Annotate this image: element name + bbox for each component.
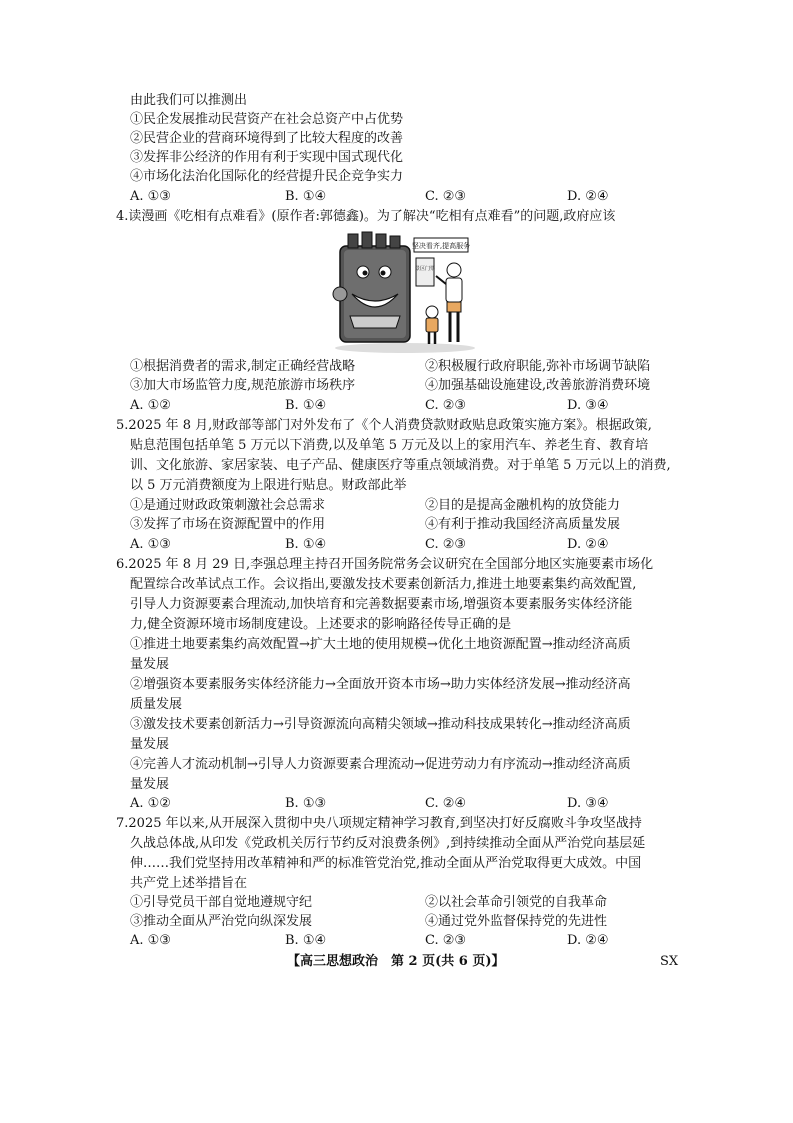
q7-line-3: 伸……我们党坚持用改革精神和严的标准管党治党,推动全面从严治党取得更大成效。中国: [130, 856, 642, 871]
q5-option-c: C. ②③: [425, 537, 467, 552]
q3-item-2: ②民营企业的营商环境得到了比较大程度的改善: [130, 131, 404, 146]
q7-option-d: D. ②④: [567, 933, 609, 948]
q3-option-b: B. ①④: [285, 189, 327, 204]
q7-item-4: ④通过党外监督保持党的先进性: [425, 914, 608, 929]
cartoon-sign-text: 坚决看齐,提高服务: [411, 242, 471, 250]
q6-option-b: B. ①③: [285, 796, 327, 811]
q4-stem: 4.读漫画《吃相有点难看》(原作者:郭德鑫)。为了解决“吃相有点难看”的问题,政府应该: [116, 209, 616, 224]
q5-item-1: ①是通过财政政策刺激社会总需求: [130, 498, 326, 513]
q4-item-2: ②积极履行政府职能,弥补市场调节缺陷: [425, 359, 651, 374]
q6-line-1: 6.2025 年 8 月 29 日,李强总理主持召开国务院常务会议研究在全国部分地区实施要素市场化: [116, 557, 654, 572]
q6-item-1-cont: 量发展: [130, 657, 170, 672]
q6-option-c: C. ②④: [425, 796, 467, 811]
q7-line-2: 久战总体战,从印发《党政机关厉行节约反对浪费条例》,到持续推动全面从严治党向基层延: [130, 836, 646, 851]
q6-line-2: 配置综合改革试点工作。会议指出,要激发技术要素创新活力,推进土地要素集约高效配置,: [130, 577, 637, 592]
q3-option-d: D. ②④: [567, 189, 609, 204]
q3-lead: 由此我们可以推测出: [130, 93, 248, 108]
footer-page-info: 【高三思想政治 第 2 页(共 6 页)】: [287, 954, 505, 969]
q7-item-1: ①引导党员干部自觉地遵规守纪: [130, 895, 313, 910]
q6-item-4-cont: 量发展: [130, 777, 170, 792]
q5-item-2: ②目的是提高金融机构的放贷能力: [425, 498, 621, 513]
q3-option-c: C. ②③: [425, 189, 467, 204]
q6-option-d: D. ③④: [567, 796, 609, 811]
q5-line-1: 5.2025 年 8 月,财政部等部门对外发布了《个人消费贷款财政贴息政策实施方案》。根据政策,: [116, 418, 652, 433]
q4-item-1: ①根据消费者的需求,制定正确经营战略: [130, 359, 356, 374]
q6-item-2: ②增强资本要素服务实体经济能力→全面放开资本市场→助力实体经济发展→推动经济高: [130, 677, 631, 692]
cartoon-icon: [330, 224, 480, 354]
q7-line-1: 7.2025 年以来,从开展深入贯彻中央八项规定精神学习教育,到坚决打好反腐败斗争攻坚战持: [116, 816, 642, 831]
q6-option-a: A. ①②: [130, 796, 171, 811]
q6-item-3-cont: 量发展: [130, 737, 170, 752]
q4-option-c: C. ②③: [425, 398, 467, 413]
q3-option-a: A. ①③: [130, 189, 171, 204]
q5-item-3: ③发挥了市场在资源配置中的作用: [130, 517, 326, 532]
q5-line-3: 训、文化旅游、家居家装、电子产品、健康医疗等重点领域消费。对于单笔 5 万元以上的消费,: [130, 458, 671, 473]
q4-option-a: A. ①②: [130, 398, 171, 413]
q4-option-b: B. ①④: [285, 398, 327, 413]
q5-option-d: D. ②④: [567, 537, 609, 552]
q5-line-4: 以 5 万元消费额度为上限进行贴息。财政部此举: [130, 478, 407, 493]
q5-option-a: A. ①③: [130, 537, 171, 552]
q7-line-4: 共产党上述举措旨在: [130, 876, 248, 891]
q6-item-4: ④完善人才流动机制→引导人力资源要素合理流动→促进劳动力有序流动→推动经济高质: [130, 757, 631, 772]
q5-line-2: 贴息范围包括单笔 5 万元以下消费,以及单笔 5 万元及以上的家用汽车、养老生育、教育培: [130, 438, 649, 453]
q3-item-4: ④市场化法治化国际化的经营提升民企竞争实力: [130, 169, 404, 184]
q6-line-4: 力,健全资源环境市场制度建设。上述要求的影响路径传导正确的是: [130, 617, 512, 632]
q6-line-3: 引导人力资源要素合理流动,加快培育和完善数据要素市场,增强资本要素服务实体经济能: [130, 597, 633, 612]
q7-option-c: C. ②③: [425, 933, 467, 948]
q4-option-d: D. ③④: [567, 398, 609, 413]
q7-item-2: ②以社会革命引领党的自我革命: [425, 895, 608, 910]
q5-option-b: B. ①④: [285, 537, 327, 552]
q3-item-3: ③发挥非公经济的作用有利于实现中国式现代化: [130, 150, 404, 165]
q6-item-1: ①推进土地要素集约高效配置→扩大土地的使用规模→优化土地资源配置→推动经济高质: [130, 637, 631, 652]
footer-code: SX: [660, 954, 679, 969]
q5-item-4: ④有利于推动我国经济高质量发展: [425, 517, 621, 532]
q7-item-3: ③推动全面从严治党向纵深发展: [130, 914, 313, 929]
q4-item-3: ③加大市场监管力度,规范旅游市场秩序: [130, 378, 356, 393]
q4-item-4: ④加强基础设施建设,改善旅游消费环境: [425, 378, 651, 393]
q6-item-3: ③激发技术要素创新活力→引导资源流向高精尖领域→推动科技成果转化→推动经济高质: [130, 717, 631, 732]
q6-item-2-cont: 质量发展: [130, 697, 183, 712]
cartoon-ticket-text: 景区门票: [414, 266, 436, 272]
q3-item-1: ①民企发展推动民营资产在社会总资产中占优势: [130, 112, 404, 127]
q7-option-a: A. ①③: [130, 933, 171, 948]
q7-option-b: B. ①④: [285, 933, 327, 948]
